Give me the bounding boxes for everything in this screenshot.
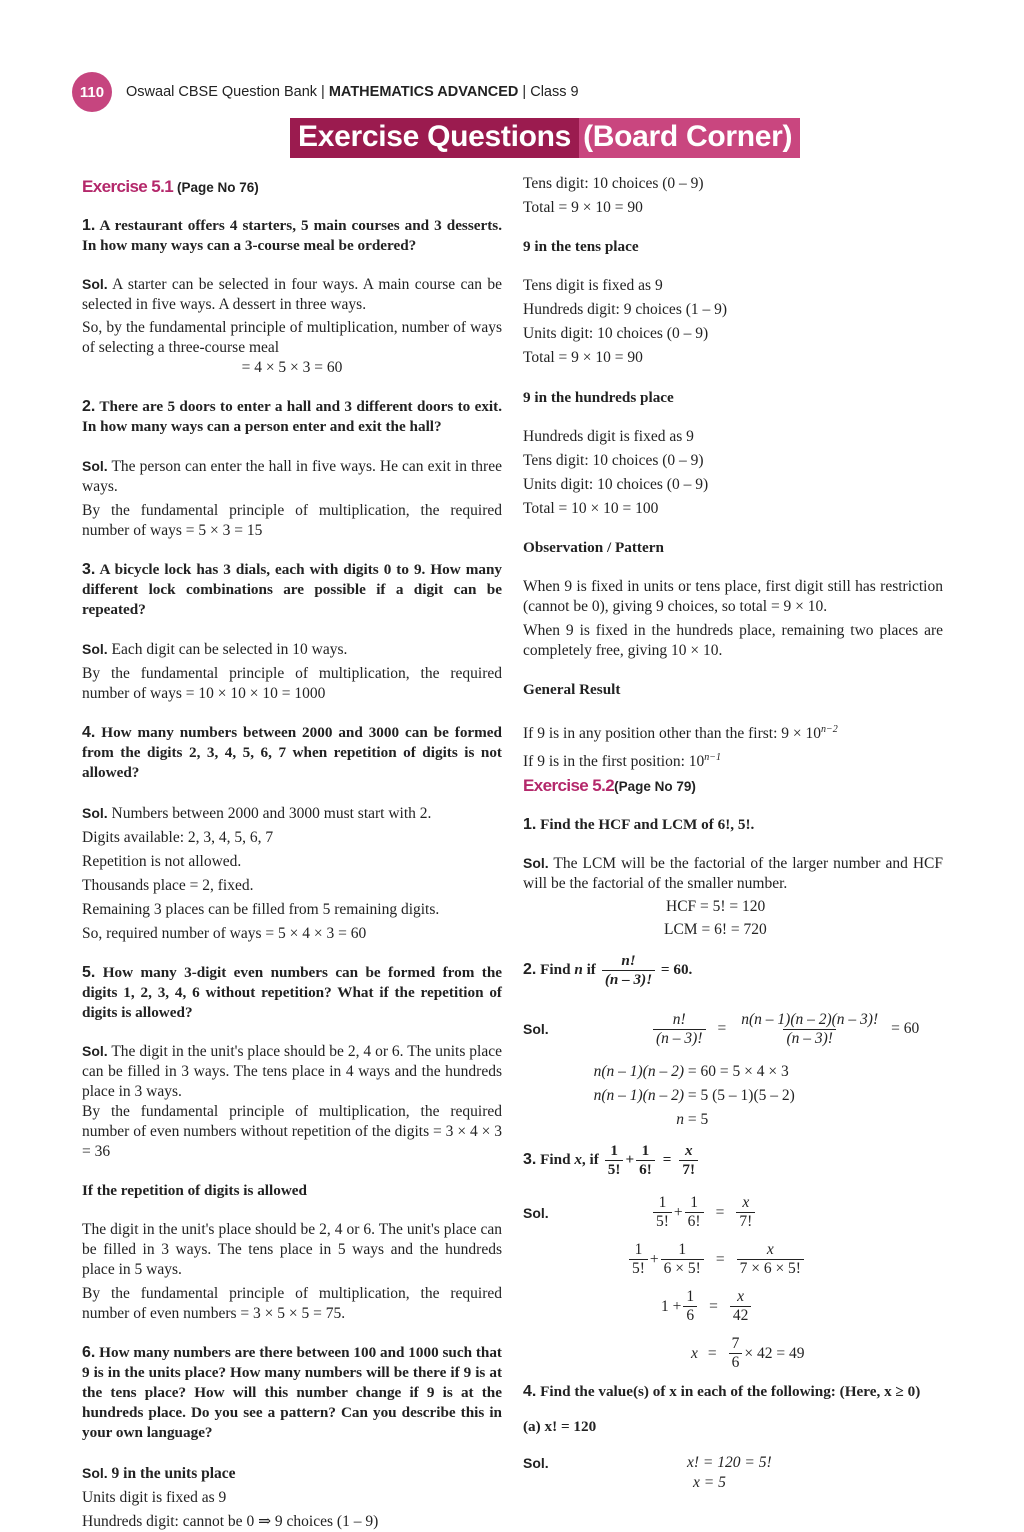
banner-subtitle: (Board Corner) bbox=[579, 118, 800, 158]
solution-5-line-4: By the fundamental principle of multiplication, the required number of even numbers = 3 × 5 × 5 = 75. bbox=[82, 1285, 502, 1323]
text-line: Tens digit is fixed as 9 bbox=[523, 277, 663, 295]
exercise-2-question-4a: (a) x! = 120 bbox=[523, 1418, 597, 1436]
exercise-2-question-4: 4. Find the value(s) of x in each of the following: (Here, x ≥ 0) bbox=[523, 1383, 921, 1401]
book-title: Oswaal CBSE Question Bank | bbox=[126, 84, 329, 100]
solution-2-line-4: n = 5 bbox=[676, 1111, 709, 1129]
class-label: | Class 9 bbox=[518, 84, 579, 100]
solution-5-subheading: If the repetition of digits is allowed bbox=[82, 1182, 307, 1200]
exercise-2-heading bbox=[523, 776, 943, 797]
solution-3-line-2: $\frac{1}{5!}$ + $\frac{1}{6 \times 5!}$ = $\frac{x}{7 \times 6 \times 5!}$ bbox=[523, 1241, 943, 1278]
solution-5-line-2: By the fundamental principle of multiplication, the required number of even numbers without repetition of the digits = 3 × 4 × 3 = 36 bbox=[82, 1102, 502, 1160]
text-line: Units digit: 10 choices (0 – 9) bbox=[523, 325, 709, 343]
solution-5-line-3: The digit in the unit's place should be 2, 4 or 6. The unit's place can be filled in 3 ways. The tens place in 5 ways and the hundreds place in 5 ways. bbox=[82, 1221, 502, 1279]
exercise-page: (Page No 76) bbox=[176, 180, 259, 195]
subject-title: MATHEMATICS ADVANCED bbox=[328, 84, 519, 100]
solution-4-line-4: Thousands place = 2, fixed. bbox=[82, 876, 254, 894]
question-5: 5. How many 3-digit even numbers can be formed from the digits 1, 2, 3, 4, 6 without repetition? What if the repetition of digits is allowed? bbox=[82, 963, 503, 1021]
text-line: Units digit: 10 choices (0 – 9) bbox=[523, 475, 709, 493]
exercise-2-question-2: 2. Find n if $\frac{n!}{(n - 3)!}$ = 60. bbox=[523, 951, 693, 988]
text-line: Total = 10 × 10 = 100 bbox=[523, 499, 659, 517]
text-line: Hundreds digit: 9 choices (1 – 9) bbox=[523, 301, 728, 319]
solution-4a-line-2: x = 5 bbox=[693, 1473, 726, 1491]
text-line: Total = 9 × 10 = 90 bbox=[523, 199, 643, 216]
solution-6-line-3: Hundreds digit: cannot be 0 ⇒ 9 choices (1 – 9) bbox=[82, 1512, 379, 1530]
solution-4-line-3: Repetition is not allowed. bbox=[82, 852, 242, 870]
page-number-badge: 110 bbox=[72, 72, 112, 112]
text-line: Tens digit: 10 choices (0 – 9) bbox=[523, 451, 704, 469]
solution-3: Sol. Each digit can be selected in 10 ways. bbox=[82, 641, 348, 659]
solution-2-line-1: Sol. $\frac{n!}{(n - 3)!}$ = $\frac{n(n - 1)(n - 2)(n - 3)!}{(n - 3)!}$ = 60 bbox=[523, 1010, 920, 1047]
exercise-title: Exercise 5.2 bbox=[523, 775, 615, 795]
solution-4-line-2: Digits available: 2, 3, 4, 5, 6, 7 bbox=[82, 828, 274, 846]
solution-4: Sol. Numbers between 2000 and 3000 must start with 2. bbox=[82, 804, 432, 822]
exercise-2-question-1: 1. Find the HCF and LCM of 6!, 5!. bbox=[523, 816, 755, 833]
exercise-title: Exercise 5.1 bbox=[82, 177, 174, 196]
solution-1: Sol. A starter can be selected in four ways. A main course can be selected in five ways. A dessert in three ways. bbox=[82, 276, 502, 314]
fraction: $\frac{n!}{(n - 3)!}$ bbox=[602, 952, 655, 989]
text-line: Tens digit: 10 choices (0 – 9) bbox=[523, 175, 704, 192]
solution-4-line-5: Remaining 3 places can be filled from 5 remaining digits. bbox=[82, 900, 440, 918]
solution-3-line-4: x = $\frac{7}{6}$ × 42 = 49 bbox=[691, 1335, 805, 1372]
solution-6-line-2: Units digit is fixed as 9 bbox=[82, 1488, 227, 1506]
page-header bbox=[72, 72, 579, 112]
solution-2-line-3: n(n – 1)(n – 2) = 5 (5 – 1)(5 – 2) bbox=[593, 1087, 795, 1105]
solution-3-line-1: Sol. $\frac{1}{5!}$ + $\frac{1}{6!}$ = $\frac{x}{7!}$ bbox=[523, 1194, 943, 1231]
solution-3-line-3: 1 + $\frac{1}{6}$ = $\frac{x}{42}$ bbox=[523, 1288, 943, 1325]
subheading-observation: Observation / Pattern bbox=[523, 538, 664, 556]
observation-2: When 9 is fixed in the hundreds place, remaining two places are completely free, giving 10 × 10. bbox=[523, 622, 943, 660]
solution-3-line-2: By the fundamental principle of multiplication, the required number of ways = 10 × 10 × 10 = 1000 bbox=[82, 665, 502, 703]
exercise-heading bbox=[82, 177, 502, 198]
running-header bbox=[126, 84, 579, 100]
solution-4a-line-1: Sol. x! = 120 = 5! bbox=[523, 1453, 772, 1471]
section-banner bbox=[290, 118, 800, 158]
observation-1: When 9 is fixed in units or tens place, first digit still has restriction (cannot be 0), giving 9 choices, so total = 9 × 10. bbox=[523, 578, 943, 616]
question-2: 2. There are 5 doors to enter a hall and 3 different doors to exit. In how many ways can a person enter and exit the hall? bbox=[82, 397, 502, 435]
solution-6: Sol. 9 in the units place bbox=[82, 1464, 236, 1482]
question-6: 6. How many numbers are there between 100 and 1000 such that 9 is in the units place? How many numbers will be there if 9 is at the tens place? How will this number change if 9 is at the hundreds place. Do you see a pattern? Can you describe this in your own language? bbox=[82, 1344, 502, 1442]
question-1: 1. A restaurant offers 4 starters, 5 main courses and 3 desserts. In how many ways can a 3-course meal be ordered? bbox=[82, 217, 502, 255]
left-column bbox=[82, 174, 502, 1532]
solution-4-line-6: So, required number of ways = 5 × 4 × 3 = 60 bbox=[82, 924, 367, 942]
exercise-page: (Page No 79) bbox=[614, 778, 696, 794]
solution-2-line-2: n(n – 1)(n – 2) = 60 = 5 × 4 × 3 bbox=[593, 1063, 789, 1081]
solution-2-line-2: By the fundamental principle of multiplication, the required number of ways = 5 × 3 = 15 bbox=[82, 501, 502, 539]
solution-1-line-2: So, by the fundamental principle of multiplication, number of ways of selecting a three-course meal bbox=[82, 319, 502, 357]
general-result-1: If 9 is in any position other than the first: $9 \times 10^{n-2}$ bbox=[523, 723, 838, 742]
exercise-2-question-3: 3. Find x , if $\frac{1}{5!}$ + $\frac{1}{6!}$ = $\frac{x}{7!}$ bbox=[523, 1138, 943, 1182]
question-3: 3. A bicycle lock has 3 dials, each with digits 0 to 9. How many different lock combinations are possible if a digit can be repeated? bbox=[82, 560, 502, 618]
solution-5: Sol. The digit in the unit's place should be 2, 4 or 6. The units place can be filled in 3 ways. The tens place in 4 ways and the hundreds place in 3 ways. bbox=[82, 1042, 502, 1100]
subheading-hundreds: 9 in the hundreds place bbox=[523, 388, 674, 406]
question-4: 4. How many numbers between 2000 and 3000 can be formed from the digits 2, 3, 4, 5, 6, 7 when repetition of digits is not allowed? bbox=[82, 724, 502, 782]
banner-title: Exercise Questions bbox=[290, 118, 579, 158]
text-line: Total = 9 × 10 = 90 bbox=[523, 349, 643, 367]
solution-1-result: = 4 × 5 × 3 = 60 bbox=[241, 359, 343, 377]
right-column bbox=[523, 174, 943, 1493]
lcm-line: LCM = 6! = 720 bbox=[664, 921, 767, 939]
solution-2: Sol. The person can enter the hall in five ways. He can exit in three ways. bbox=[82, 457, 502, 495]
text-line: Hundreds digit is fixed as 9 bbox=[523, 427, 694, 445]
subheading-general: General Result bbox=[523, 681, 621, 699]
general-result-2: If 9 is in the first position: $10^{n-1}$ bbox=[523, 751, 722, 770]
subheading-tens: 9 in the tens place bbox=[523, 238, 639, 256]
exercise-2-solution-1: Sol. The LCM will be the factorial of the larger number and HCF will be the factorial of the smaller number. bbox=[523, 855, 943, 893]
hcf-line: HCF = 5! = 120 bbox=[666, 898, 766, 916]
